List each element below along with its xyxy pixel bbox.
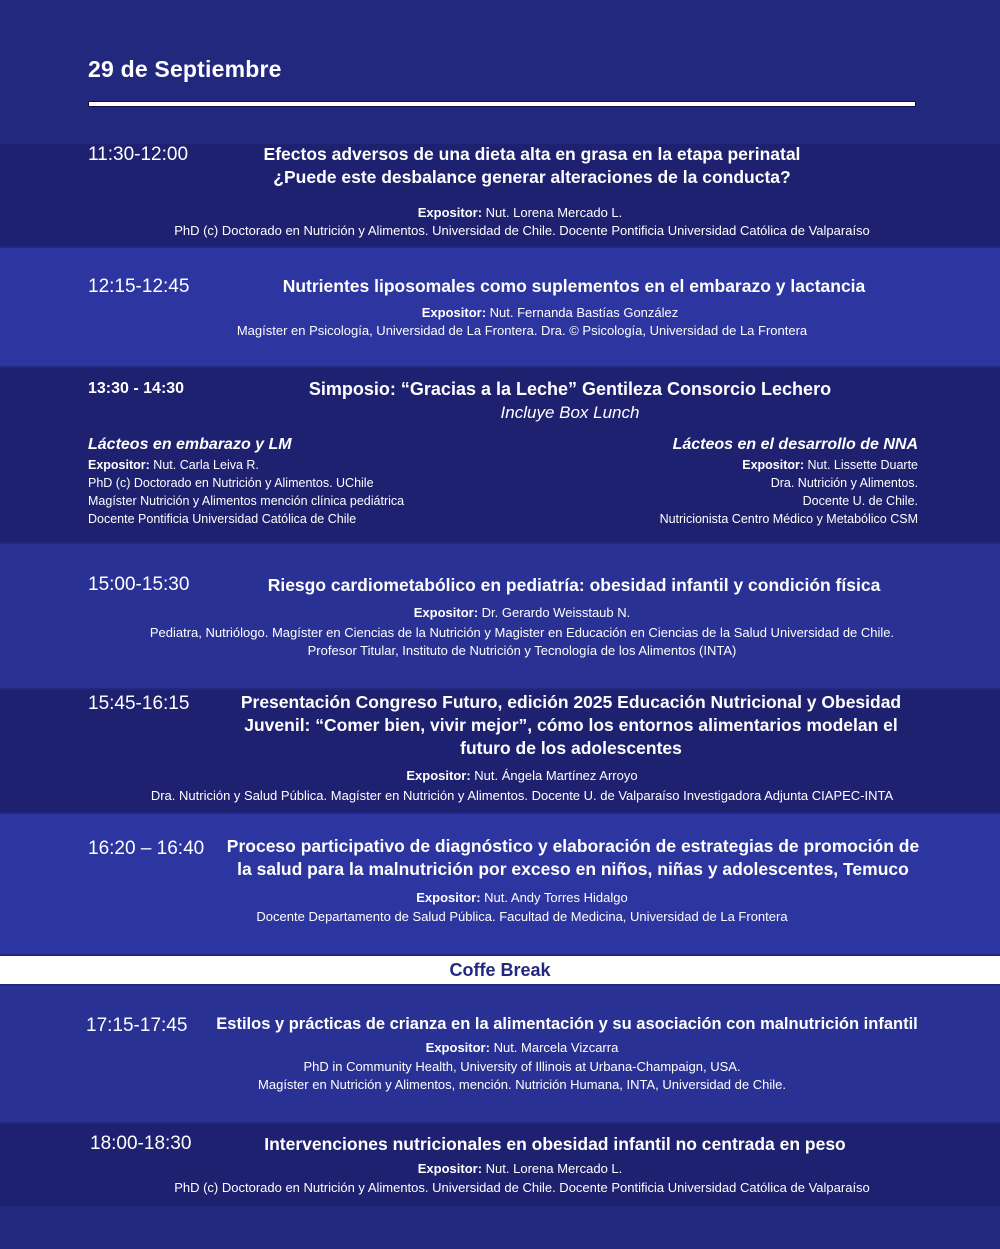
speaker-name: Nut. Lorena Mercado L. bbox=[485, 1161, 623, 1176]
speaker-name: Nut. Fernanda Bastías González bbox=[489, 305, 679, 320]
session-title bbox=[206, 835, 940, 881]
talk-heading: Lácteos en el desarrollo de NNA bbox=[672, 436, 918, 453]
title-line: Estilos y prácticas de crianza en la alimentación y su asociación con malnutrición infantil bbox=[216, 1015, 918, 1033]
title-line: Presentación Congreso Futuro, edición 2025 Educación Nutricional y Obesidad bbox=[240, 692, 902, 712]
title-line: Efectos adversos de una dieta alta en grasa en la etapa perinatal bbox=[263, 144, 801, 164]
speaker-label: Expositor: bbox=[88, 458, 150, 472]
speaker-name: Nut. Marcela Vizcarra bbox=[493, 1040, 619, 1055]
speaker-line bbox=[22, 604, 1000, 622]
speaker-name: Nut. Lissette Duarte bbox=[807, 458, 918, 472]
title-line: la salud para la malnutrición por exceso en niños, niñas y adolescentes, Temuco bbox=[237, 859, 909, 879]
symposium-subtitle: Incluye Box Lunch bbox=[500, 403, 640, 422]
speaker-details: Pediatra, Nutriólogo. Magíster en Ciencias de la Nutrición y Magister en Educación en Ciencias de la Salud Universidad de Chile. bbox=[149, 625, 895, 640]
session-time: 16:20 – 16:40 bbox=[88, 838, 205, 859]
speaker-details: PhD (c) Doctorado en Nutrición y Alimentos. Universidad de Chile. Docente Pontificia Universidad Católica de Valparaíso bbox=[174, 223, 870, 238]
speaker-name: Nut. Ángela Martínez Arroyo bbox=[474, 768, 638, 783]
speaker-label: Expositor: bbox=[416, 890, 481, 905]
session-title bbox=[220, 1133, 890, 1156]
speaker-label: Expositor: bbox=[406, 768, 471, 783]
speaker-line bbox=[660, 456, 918, 474]
symposium-time: 13:30 - 14:30 bbox=[88, 380, 185, 397]
speaker-name: Dr. Gerardo Weisstaub N. bbox=[481, 605, 631, 620]
speaker-details: Dra. Nutrición y Alimentos. bbox=[770, 476, 918, 490]
speaker-details: Docente Pontificia Universidad Católica de Chile bbox=[88, 512, 357, 526]
speaker-details: Magíster en Nutrición y Alimentos, mención. Nutrición Humana, INTA, Universidad de Chile. bbox=[258, 1077, 786, 1092]
symposium-right-talk bbox=[660, 434, 918, 528]
title-line: Intervenciones nutricionales en obesidad infantil no centrada en peso bbox=[264, 1134, 846, 1154]
speaker-details: Docente U. de Chile. bbox=[802, 494, 918, 508]
speaker-label: Expositor: bbox=[421, 305, 487, 320]
speaker-label: Expositor: bbox=[742, 458, 805, 472]
session-time: 11:30-12:00 bbox=[88, 144, 189, 165]
speaker-line bbox=[20, 1160, 1000, 1178]
session-time: 17:15-17:45 bbox=[86, 1015, 188, 1036]
coffee-break-banner: Coffe Break bbox=[0, 956, 1000, 984]
title-line: futuro de los adolescentes bbox=[460, 738, 682, 758]
speaker-details: Profesor Titular, Instituto de Nutrición y Tecnología de los Alimentos (INTA) bbox=[307, 643, 737, 658]
session-time: 15:45-16:15 bbox=[88, 693, 190, 714]
session-title bbox=[214, 691, 928, 760]
speaker-line bbox=[50, 304, 1000, 322]
title-line: Riesgo cardiometabólico en pediatría: obesidad infantil y condición física bbox=[267, 575, 881, 595]
speaker-details: Docente Departamento de Salud Pública. Facultad de Medicina, Universidad de La Frontera bbox=[256, 909, 788, 924]
title-line: Nutrientes liposomales como suplementos en el embarazo y lactancia bbox=[282, 276, 866, 296]
session-time: 12:15-12:45 bbox=[88, 276, 190, 297]
talk-heading: Lácteos en embarazo y LM bbox=[88, 436, 292, 453]
speaker-label: Expositor: bbox=[413, 605, 479, 620]
symposium-left-talk bbox=[88, 434, 404, 528]
speaker-label: Expositor: bbox=[417, 205, 483, 220]
speaker-label: Expositor: bbox=[417, 1161, 483, 1176]
schedule-date: 29 de Septiembre bbox=[88, 56, 282, 82]
speaker-line bbox=[22, 889, 1000, 907]
title-line: Juvenil: “Comer bien, vivir mejor”, cómo los entornos alimentarios modelan el bbox=[244, 715, 898, 735]
header-rule bbox=[88, 101, 916, 107]
speaker-details: Magíster en Psicología, Universidad de La Frontera. Dra. © Psicología, Universidad de La Frontera bbox=[236, 323, 808, 338]
session-time: 18:00-18:30 bbox=[90, 1133, 192, 1154]
session-title bbox=[202, 1013, 932, 1036]
speaker-line bbox=[22, 1039, 1000, 1057]
title-line: Proceso participativo de diagnóstico y elaboración de estrategias de promoción de bbox=[226, 836, 920, 856]
speaker-line bbox=[88, 456, 404, 474]
speaker-details: Nutricionista Centro Médico y Metabólico CSM bbox=[659, 512, 918, 526]
speaker-details: Magíster Nutrición y Alimentos mención clínica pediátrica bbox=[88, 494, 405, 508]
speaker-details: PhD (c) Doctorado en Nutrición y Alimentos. UChile bbox=[88, 476, 374, 490]
speaker-line bbox=[22, 767, 1000, 785]
speaker-label: Expositor: bbox=[425, 1040, 490, 1055]
session-time: 15:00-15:30 bbox=[88, 574, 190, 595]
session-title bbox=[230, 574, 918, 597]
speaker-name: Nut. Andy Torres Hidalgo bbox=[484, 890, 628, 905]
symposium-title: Simposio: “Gracias a la Leche” Gentileza Consorcio Lechero bbox=[308, 379, 832, 399]
speaker-name: Nut. Lorena Mercado L. bbox=[485, 205, 623, 220]
speaker-line bbox=[20, 204, 1000, 222]
title-line: ¿Puede este desbalance generar alteraciones de la conducta? bbox=[273, 167, 791, 187]
session-title bbox=[262, 143, 802, 189]
session-title bbox=[230, 275, 918, 298]
speaker-details: PhD (c) Doctorado en Nutrición y Alimentos. Universidad de Chile. Docente Pontificia Universidad Católica de Valparaíso bbox=[174, 1180, 870, 1195]
speaker-details: Dra. Nutrición y Salud Pública. Magíster en Nutrición y Alimentos. Docente U. de Valparaíso Investigadora Adjunta CIAPEC-INTA bbox=[150, 788, 894, 803]
speaker-details: PhD in Community Health, University of Illinois at Urbana-Champaign, USA. bbox=[303, 1059, 741, 1074]
speaker-name: Nut. Carla Leiva R. bbox=[153, 458, 259, 472]
